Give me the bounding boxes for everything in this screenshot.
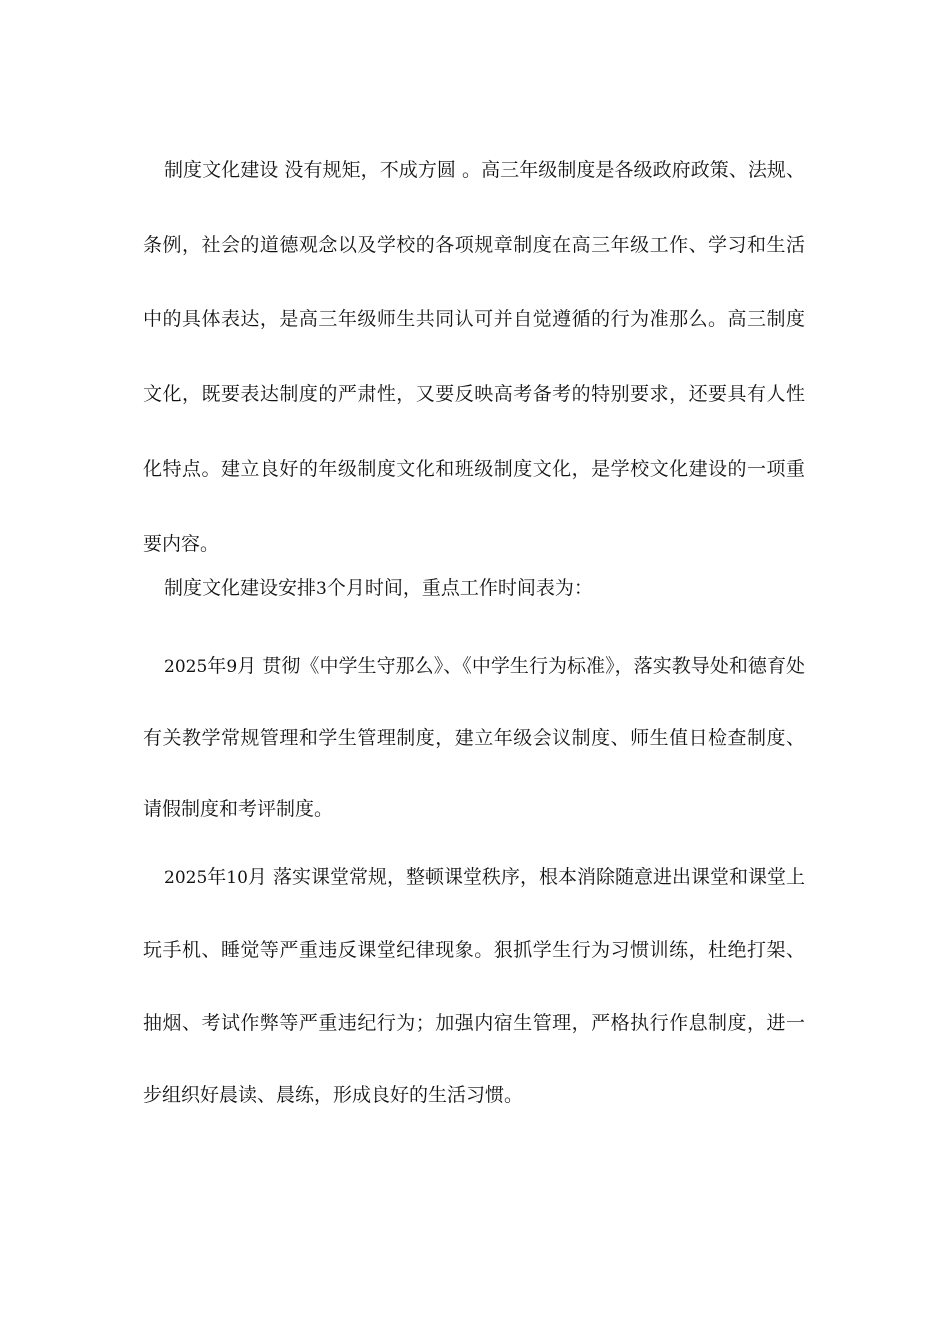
paragraph-text: 个月时间，重点工作时间表为： (326, 577, 593, 599)
paragraph-october-plan (143, 841, 805, 1132)
paragraph-september-plan (143, 631, 805, 845)
paragraph-institutional-culture (143, 133, 805, 581)
paragraph-text: 制度文化建设安排 (164, 577, 317, 599)
paragraph-schedule-intro (143, 570, 805, 608)
year-number: 2025 (164, 868, 208, 888)
month-count: 3 (316, 579, 327, 599)
month-number: 9 (226, 657, 238, 677)
paragraph-text: 制度文化建设 没有规矩，不成方圆 。高三年级制度是各级政府政策、法规、条例，社会的道德观念以及学校的各项规章制度在高三年级工作、学习和生活中的具体表达，是高三年级师生共同认可并自觉遵循的行为准那么。高三制度文化，既要表达制度的严肃性，又要反映高考备考的特别要求，还要具有人性化特点。建立良好的年级制度文化和班级制度文化，是学校文化建设的一项重要内容。 (143, 159, 805, 555)
month-number: 10 (226, 868, 248, 888)
paragraph-text: 年 (207, 866, 227, 888)
paragraph-text: 月 贯彻《中学生守那么》、《中学生行为标准》，落实教导处和德育处有关教学常规管理和学生管理制度，建立年级会议制度、师生值日检查制度、请假制度和考评制度。 (143, 655, 805, 820)
paragraph-text: 年 (207, 655, 227, 677)
year-number: 2025 (164, 657, 208, 677)
paragraph-text: 月 落实课堂常规，整顿课堂秩序，根本消除随意进出课堂和课堂上玩手机、睡觉等严重违反课堂纪律现象。狠抓学生行为习惯训练，杜绝打架、抽烟、考试作弊等严重违纪行为；加强内宿生管理，严格执行作息制度，进一步组织好晨读、晨练，形成良好的生活习惯。 (143, 866, 805, 1107)
